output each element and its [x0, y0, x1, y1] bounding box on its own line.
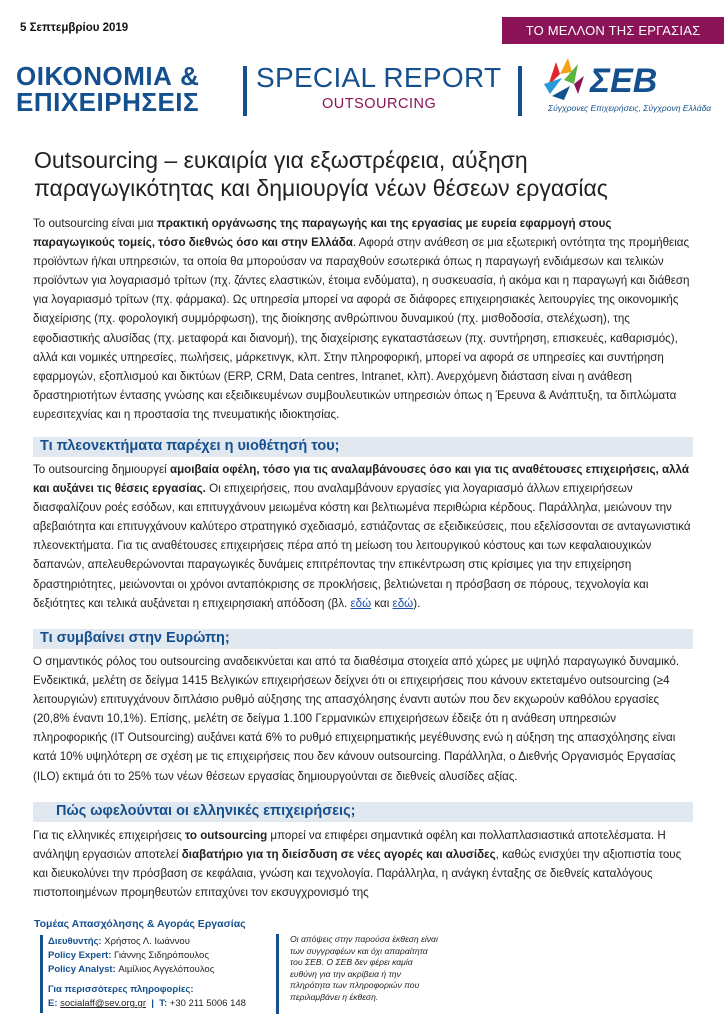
info-label [48, 984, 194, 995]
director-name: Χρήστος Λ. Ιωάννου [104, 936, 190, 947]
s1-bold: αμοιβαία οφέλη, τόσο για τις αναλαμβάνουσες όσο και για τις αναθέτουσες επιχειρήσεις, αλλά και αυξάνει τις θέσεις εργασίας. [33, 463, 689, 496]
phone-label: T: [159, 998, 168, 1009]
article-title: Outsourcing – ευκαιρία για εξωστρέφεια, αύξηση παραγωγικότητας και δημιουργία νέων θέσεων εργασίας [34, 147, 608, 201]
s1-end: ). [413, 596, 421, 610]
contact-line: E: socialaff@sev.org.gr | T: +30 211 5006 148 [48, 998, 246, 1009]
expert-label: Policy Expert: [48, 950, 112, 961]
report-date: 5 Σεπτεμβρίου 2019 [20, 22, 129, 34]
expert-name: Γιάννης Σιδηρόπουλος [114, 950, 209, 961]
section-heading-europe: Τι συμβαίνει στην Ευρώπη; [40, 630, 230, 646]
s1-mid: και [371, 596, 393, 610]
europe-paragraph [33, 652, 693, 786]
logo-tagline: Σύγχρονες Επιχειρήσεις, Σύγχρονη Ελλάδα [548, 103, 712, 113]
brand-line-1: ΟΙΚΟΝΟΜΙΑ & [16, 61, 200, 91]
director-label: Διευθυντής: [48, 936, 102, 947]
department-name: Τομέας Απασχόλησης & Αγοράς Εργασίας [34, 918, 246, 930]
phone-number: +30 211 5006 148 [169, 998, 246, 1009]
s1-lead: Το outsourcing δημιουργεί [33, 463, 170, 476]
s3-rest: , καθώς ενισχύει την αξιοπιστία τους και διευκολύνει την πρόσβαση σε κεφάλαια, γνώση και τεχνολογία. Παράλληλα, η ανάγκη ένταξης σε διεθνείς καταλόγους πιστοποιημένων προμηθευτών επιταχύνει τον εκσυγχρονισμό της [33, 848, 682, 900]
analyst-name: Αιμίλιος Αγγελόπουλος [118, 964, 215, 975]
intro-rest: . Αφορά στην ανάθεση σε μια εξωτερική οντότητα της προμήθειας προϊόντων ή/και υπηρεσιών, τα οποία θα μπορούσαν να παραχθούν εσωτερικά όπως η παραγωγή ενδιάμεσων και τελικών προϊόντων για λογαριασμό τρίτων (πχ. ζάντες ελαστικών, έτοιμα ενδύματα), η συσκευασία, ή ακόμα και η παραγωγή και διάθεση για λογαριασμό τρίτων (πχ. φάρμακα). Ως υπηρεσία μπορεί να αφορά σε διάφορες επιχειρησιακές λειτουργίες της οικονομικής διαχείρισης (πχ. φορολογική συμμόρφωση), της διοίκησης ανθρώπινου δυναμικού (πχ. μισθοδοσία, στελέχωση), της εφοδιαστικής αλυσίδας (πχ. μεταφορά και διανομή), της διαχείρισης εγκαταστάσεων (πχ. συντήρηση, επισκευές, καθαρισμός), αλλά και νομικές υπηρεσίες, πωλήσεις, μάρκετινγκ, κλπ. Στην πληροφορική, μπορεί να αφορά σε υπηρεσίες και συντήρηση εφαρμογών, εξοπλισμού και δικτύων (ERP, CRM, Data centres, Intranet, κλπ). Ανερχόμενη διάσταση είναι η ανάθεση δραστηριοτήτων έντασης γνώσης και εξειδικευμένων συμβουλευτικών υπηρεσιών όπως η Έρευνα & Ανάπτυξη, τα διπλώματα ευρεσιτεχνίας και η προστασία της πνευματικής ιδιοκτησίας. [33, 236, 690, 421]
email-link[interactable]: socialaff@sev.org.gr [60, 998, 146, 1009]
director-line [48, 936, 190, 947]
footer-bar [40, 935, 43, 1013]
section-heading-advantages: Τι πλεονεκτήματα παρέχει η υιοθέτησή του; [40, 438, 340, 454]
s3-bold2: διαβατήριο για τη διείσδυση σε νέες αγορές και αλυσίδες [181, 848, 496, 862]
s1-rest: Οι επιχειρήσεις, που αναλαμβάνουν εργασίες για λογαριασμό άλλων επιχειρήσεων διασφαλίζουν ροές εσόδων, και επιτυγχάνουν μειωμένα κόστη και βελτιωμένα περιθώρια κέρδους. Παράλληλα, μειώνουν την αβεβαιότητα και επιτυγχάνουν καλύτερο στρατηγικό σχεδιασμό, εστιάζοντας σε εξειδικεύσεις, που εξελίσσονται σε ανταγωνιστικά πλεονεκτήματα. Για τις αναθέτουσες επιχειρήσεις πέρα από τη μείωση του λειτουργικού κόστους και των κεφαλαιουχικών δαπανών, απελευθερώνονται παραγωγικές δυνάμεις επιτρέποντας την επικέντρωση στις κρίσιμες για την επιχείρηση δραστηριότητες, μειώνονται οι χρόνοι ανταπόκρισης σε προκλήσεις, βελτιώνεται η πρόσβαση σε πόρους, τεχνολογία και δεξιότητες και τελικά αυξάνεται η επιχειρησιακή απόδοση (βλ. [33, 482, 691, 610]
advantages-paragraph [33, 460, 693, 613]
intro-paragraph [33, 214, 693, 424]
series-tag: ΤΟ ΜΕΛΛΟΝ ΤΗΣ ΕΡΓΑΣΙΑΣ [502, 17, 724, 44]
expert-line [48, 950, 209, 961]
analyst-line [48, 964, 214, 975]
logo-text: ΣΕΒ [590, 62, 658, 100]
greek-firms-paragraph [33, 826, 693, 902]
brand-line-2: ΕΠΙΧΕΙΡΗΣΕΙΣ [16, 87, 200, 117]
intro-bold: πρακτική οργάνωσης της παραγωγής και της εργασίας με ευρεία εφαρμογή στους παραγωγικούς τομείς, τόσο διεθνώς όσο και στην Ελλάδα [33, 217, 612, 250]
reference-link-1[interactable]: εδώ [350, 596, 372, 610]
s3-lead: Για τις ελληνικές επιχειρήσεις [33, 829, 186, 842]
report-subtitle: OUTSOURCING [322, 96, 437, 112]
analyst-label: Policy Analyst: [48, 964, 116, 975]
section-heading-greek-firms: Πώς ωφελούνται οι ελληνικές επιχειρήσεις; [56, 803, 356, 819]
email-label: E: [48, 998, 58, 1009]
s3-bold1: το outsourcing [185, 829, 268, 842]
info-label-text: Για περισσότερες πληροφορίες: [48, 984, 194, 995]
intro-lead: Το outsourcing είναι μια [33, 217, 157, 230]
header-divider [243, 66, 247, 116]
reference-link-2[interactable]: εδώ [392, 596, 414, 610]
disclaimer-bar [276, 934, 279, 1014]
publication-brand [16, 63, 199, 115]
report-title: SPECIAL REPORT [256, 62, 502, 93]
logo-swirl-icon [544, 58, 584, 100]
s3-mid: μπορεί να επιφέρει σημαντικά οφέλη και πολλαπλασιαστικά αποτελέσματα. Η ανάληψη εργασιών αποτελεί [33, 829, 666, 862]
disclaimer: Οι απόψεις στην παρούσα έκθεση είναι των συγγραφέων και όχι απαραίτητα του ΣΕΒ. Ο ΣΕΒ δεν φέρει καμία ευθύνη για την ακρίβεια ή την πληρότητα των πληροφοριών που περιλαμβάνει η έκθεση. [290, 934, 438, 1002]
sev-logo-graphic [538, 54, 706, 104]
header-divider [518, 66, 522, 116]
s2-text: Ο σημαντικός ρόλος του outsourcing αναδεικνύεται και από τα διαθέσιμα στοιχεία από χώρες με υψηλό παραγωγικό δυναμικό. Ενδεικτικά, μελέτη σε δείγμα 1415 Βελγικών επιχειρήσεων δείχνει ότι οι επιχειρήσεις που κάνουν εκτεταμένο outsourcing (≥4 λειτουργιών) επιτυγχάνουν διπλάσιο ρυθμό αύξησης της απασχόλησης έναντι αυτών που δεν εκχωρούν καθόλου εργασίες (20,8% έναντι 10,1%). Επίσης, μελέτη σε δείγμα 1.100 Γερμανικών επιχειρήσεων έδειξε ότι η ανάθεση υπηρεσιών πληροφορικής (IT Outsourcing) αυξάνει κατά 6% το ρυθμό επιχειρηματικής μεγέθυνσης ενώ η αύξηση της απασχόλησης είναι κατά 10% υψηλότερη σε σχέση με τις επιχειρήσεις που δεν κάνουν outsourcing. Παράλληλα, ο Διεθνής Οργανισμός Εργασίας (ILO) εκτιμά ότι το 25% των νέων θέσεων εργασίας δημιουργούνται σε διεθνείς αλυσίδες αξίας. [33, 655, 680, 783]
